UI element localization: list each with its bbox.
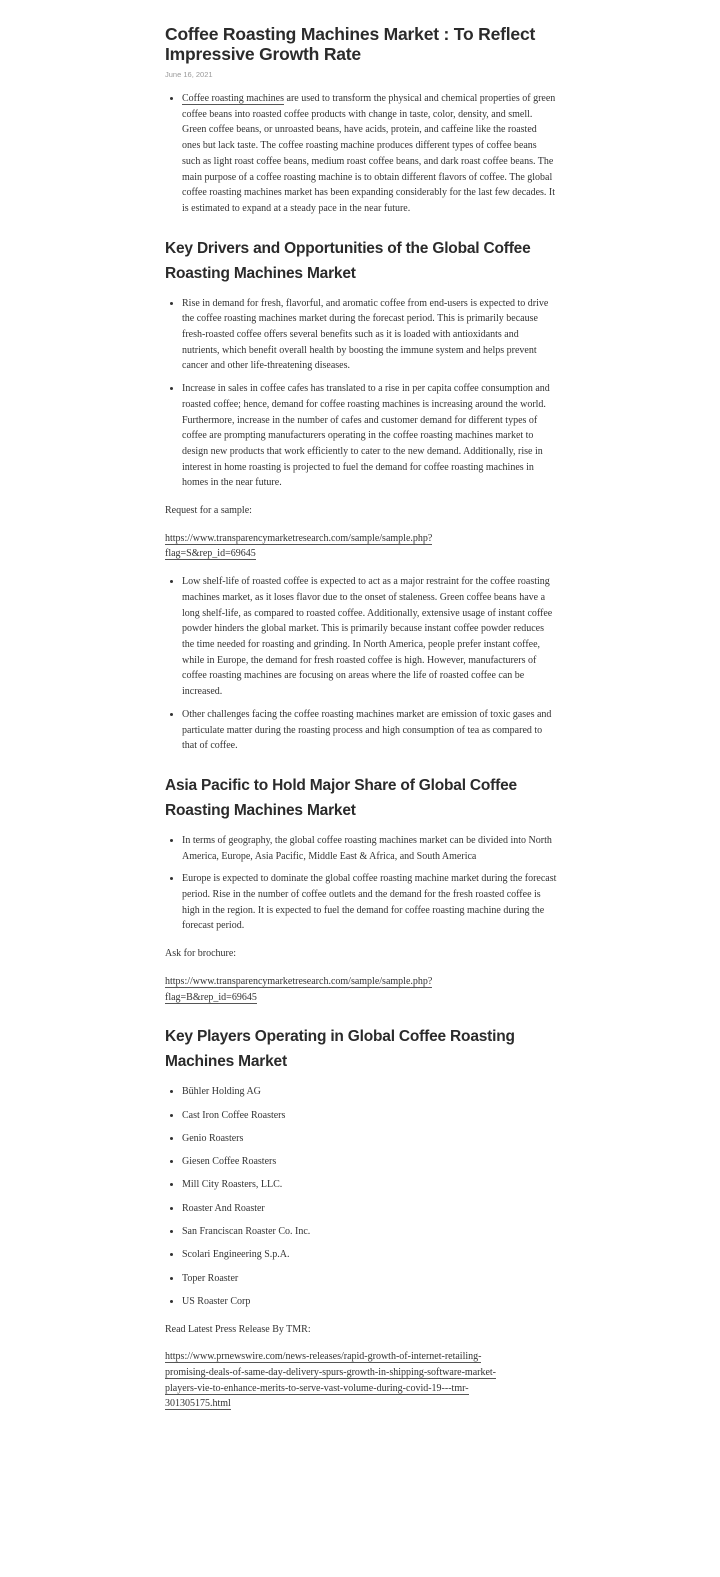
brochure-label: Ask for brochure: [165,948,237,960]
drivers-list [165,296,557,491]
players-list [165,1084,557,1309]
press-link-line-3: players-vie-to-enhance-merits-to-serve-vast-volume-during-covid-19---tmr- [165,1382,469,1394]
brochure-link-paragraph [165,974,557,1005]
press-link-line-1: https://www.prnewswire.com/news-releases/rapid-growth-of-internet-retailing- [165,1351,482,1363]
press-link-line-4: 301305175.html [165,1398,231,1410]
sample-link-line-2: flag=S&rep_id=69645 [165,548,256,560]
player-item: • Roaster And Roaster [182,1201,557,1217]
player-item: • Giesen Coffee Roasters [182,1154,557,1170]
player-item: • Cast Iron Coffee Roasters [182,1108,557,1124]
player-item: • US Roaster Corp [182,1294,557,1310]
player-item: • Scolari Engineering S.p.A. [182,1247,557,1263]
list-item: • Low shelf-life of roasted coffee is expected to act as a major restraint for the coffee roasting machines market, as it loses flavor due to the onset of staleness. Green coffee beans have a long shelf-life, as compared to roasted coffee. Additionally, extensive usage of instant coffee powder hinders the global market. This is primarily because instant coffee powder reduces the time needed for roasting and grinding. In North America, people prefer instant coffee, while in Europe, the demand for fresh roasted coffee is high. However, manufacturers of coffee roasting machines are focusing on areas where the life of roasted coffee can be increased. [182,574,557,700]
intro-text: are used to transform the physical and chemical properties of green coffee beans into roasted coffee products with change in taste, color, density, and smell. Green coffee beans, or unroasted beans, have acids, protein, and caffeine like the roasted ones but lack taste. The coffee roasting machine produces different types of coffee beans such as light roast coffee beans, medium roast coffee beans, and dark roast coffee beans. The main purpose of a coffee roasting machine is to obtain different flavors of coffee. The global coffee roasting machines market has been expanding considerably for the last few decades. It is estimated to expand at a steady pace in the near future. [182,93,556,214]
brochure-link[interactable] [165,976,432,1004]
press-label: Read Latest Press Release By TMR: [165,1323,311,1335]
press-link-line-2: promising-deals-of-same-day-delivery-spurs-growth-in-shipping-software-market- [165,1367,497,1379]
list-item: • Rise in demand for fresh, flavorful, and aromatic coffee from end-users is expected to drive the coffee roasting machines market during the forecast period. This is primarily because fresh-roasted coffee offers several benefits such as it is loaded with antioxidants and nutrients, which benefit overall health by boosting the immune system and helps prevent cancer and other life-threatening diseases. [182,296,557,375]
section-heading-drivers: Key Drivers and Opportunities of the Global Coffee Roasting Machines Market [165,239,531,282]
player-item: • Toper Roaster [182,1271,557,1287]
coffee-roasting-machines-link[interactable]: Coffee roasting machines [182,93,285,104]
sample-label: Request for a sample: [165,505,252,517]
intro-list [165,91,557,217]
publish-date: June 16, 2021 [165,70,213,79]
list-item: • Increase in sales in coffee cafes has translated to a rise in per capita coffee consumption and roasted coffee; hence, demand for coffee roasting machines is increasing around the world. Furthermore, increase in the number of cafes and customer demand for different types of coffee are prompting manufacturers operating in the coffee roasting machines market to design new products that work efficiently to cater to the new demand. Additionally, rise in interest in home roasting is projected to fuel the demand for coffee roasting machines in homes in the near future. [182,381,557,491]
player-item: • Mill City Roasters, LLC. [182,1177,557,1193]
brochure-link-line-2: flag=B&rep_id=69645 [165,991,257,1003]
sample-link-line-1: https://www.transparencymarketresearch.com/sample/sample.php? [165,532,433,544]
article [165,20,557,1424]
article-title: Coffee Roasting Machines Market : To Reflect Impressive Growth Rate [165,24,536,64]
sample-link[interactable] [165,533,432,561]
list-item: • In terms of geography, the global coffee roasting machines market can be divided into North America, Europe, Asia Pacific, Middle East & Africa, and South America [182,833,557,864]
section-heading-key-players: Key Players Operating in Global Coffee Roasting Machines Market [165,1028,515,1071]
brochure-link-line-1: https://www.transparencymarketresearch.com/sample/sample.php? [165,975,433,987]
player-item: • Genio Roasters [182,1131,557,1147]
player-item: • Bühler Holding AG [182,1084,557,1100]
press-release-link[interactable] [165,1351,496,1410]
section-heading-asia-pacific: Asia Pacific to Hold Major Share of Global Coffee Roasting Machines Market [165,776,517,819]
sample-link-paragraph [165,531,557,562]
list-item: • Other challenges facing the coffee roasting machines market are emission of toxic gases and particulate matter during the roasting process and high consumption of tea as compared to that of coffee. [182,707,557,754]
player-item: • San Franciscan Roaster Co. Inc. [182,1224,557,1240]
press-link-paragraph [165,1349,557,1412]
geography-list [165,833,557,934]
restraints-list [165,574,557,754]
intro-item [182,91,557,217]
list-item: • Europe is expected to dominate the global coffee roasting machine market during the forecast period. Rise in the number of coffee outlets and the demand for the fresh roasted coffee is high in the region. It is expected to fuel the demand for coffee roasting machine during the forecast period. [182,871,557,934]
